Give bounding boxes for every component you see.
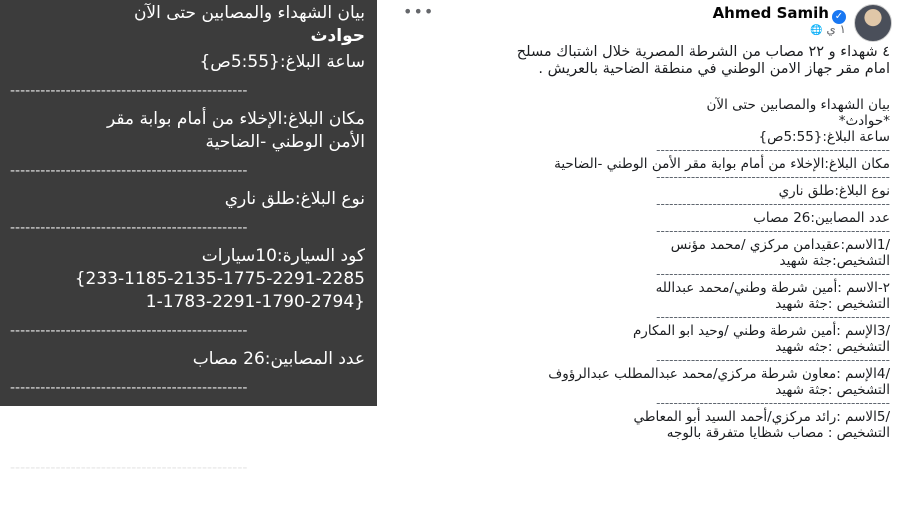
category-label: حوادث: [310, 26, 365, 46]
separator: -----------------------------------------------: [10, 323, 248, 339]
casualty-1-diagnosis: التشخيص:جثة شهيد: [225, 429, 365, 449]
separator: ------------------------------------------------------: [656, 310, 890, 324]
injured-count: عدد المصابين:26 مصاب: [753, 210, 890, 226]
headline-line-1: ٤ شهداء و ٢٢ مصاب من الشرطة المصرية خلال اشتباك مسلح: [516, 44, 890, 60]
casualty-5-diagnosis: التشخيص : مصاب شظايا متفرقة بالوجه: [666, 425, 890, 441]
zoomed-post-panel: [0, 0, 377, 529]
post-meta: [810, 22, 846, 36]
casualty-2-name: ٢-الاسم :أمين شرطة وطني/محمد عبدالله: [655, 280, 890, 296]
report-location: مكان البلاغ:الإخلاء من أمام بوابة مقر: [106, 109, 365, 129]
separator: ------------------------------------------------------: [656, 396, 890, 410]
casualty-3-name: /3الإسم :أمين شرطة وطني /وحيد ابو المكارم: [632, 323, 890, 339]
verified-badge-icon: ✓: [832, 10, 846, 24]
casualty-1-diagnosis: التشخيص:جثة شهيد: [779, 253, 890, 269]
report-type: نوع البلاغ:طلق ناري: [778, 183, 890, 199]
post-body: [377, 44, 902, 441]
vehicle-code-list: {233-1185-2135-1775-2291-2285: [74, 269, 365, 289]
separator: -----------------------------------------------: [10, 83, 248, 99]
separator: ------------------------------------------------------: [656, 353, 890, 367]
casualty-2-diagnosis: التشخيص:جثة شهيد: [225, 509, 365, 529]
author-name-text[interactable]: Ahmed Samih: [712, 4, 829, 22]
separator: ------------------------------------------------------: [656, 170, 890, 184]
casualty-4-diagnosis: التشخيص :جثة شهيد: [775, 382, 890, 398]
casualty-3-diagnosis: التشخيص :جثه شهيد: [775, 339, 890, 355]
category-label: *حوادث*: [838, 113, 890, 129]
globe-icon: 🌐: [810, 25, 823, 36]
injured-count: عدد المصابين:26 مصاب: [192, 349, 365, 369]
separator: ------------------------------------------------------: [656, 224, 890, 238]
report-time: ساعة البلاغ:{5:55ص}: [199, 52, 365, 72]
avatar[interactable]: [854, 4, 892, 42]
vehicle-code: كود السيارة:10سيارات: [201, 246, 365, 266]
casualty-2-name: ٢-الاسم :أمين شرطة وطني/محمد عبدالله: [69, 486, 365, 506]
separator: -----------------------------------------------: [10, 380, 248, 396]
more-options-icon[interactable]: •••: [403, 2, 435, 21]
statement-title: بيان الشهداء والمصابين حتى الآن: [133, 3, 365, 23]
casualty-2-diagnosis: التشخيص :جثة شهيد: [775, 296, 890, 312]
separator: -----------------------------------------------: [10, 460, 248, 476]
author-name[interactable]: [713, 4, 846, 24]
separator: ------------------------------------------------------: [656, 197, 890, 211]
report-location-cont: الأمن الوطني -الضاحية: [205, 132, 365, 152]
separator: -----------------------------------------------: [10, 163, 248, 179]
headline-line-2: امام مقر جهاز الامن الوطني في منطقة الضاحية بالعريش .: [538, 61, 890, 77]
statement-title: بيان الشهداء والمصابين حتى الآن: [706, 97, 890, 113]
separator: ------------------------------------------------------: [656, 143, 890, 157]
casualty-1-name: /1الاسم:عقيدامن مركزي /محمد مؤنس: [88, 406, 365, 426]
vehicle-code-list-cont: 1-1783-2291-1790-2794}: [145, 292, 365, 312]
casualty-1-name: /1الاسم:عقيدامن مركزي /محمد مؤنس: [670, 237, 890, 253]
facebook-post: [377, 0, 902, 441]
separator: ------------------------------------------------------: [656, 267, 890, 281]
report-time: ساعة البلاغ:{5:55ص}: [758, 129, 890, 145]
report-location: مكان البلاغ:الإخلاء من أمام بوابة مقر الأمن الوطني -الضاحية: [554, 156, 890, 172]
post-header: [377, 0, 902, 44]
post-timestamp[interactable]: ١ ي: [826, 22, 846, 36]
casualty-4-name: /4الإسم :معاون شرطة مركزي/محمد عبدالمطلب عبدالرؤوف: [548, 366, 890, 382]
report-type: نوع البلاغ:طلق ناري: [224, 189, 365, 209]
casualty-5-name: /5الاسم :رائد مركزي/أحمد السيد أبو المعاطي: [633, 409, 890, 425]
separator: -----------------------------------------------: [10, 220, 248, 236]
